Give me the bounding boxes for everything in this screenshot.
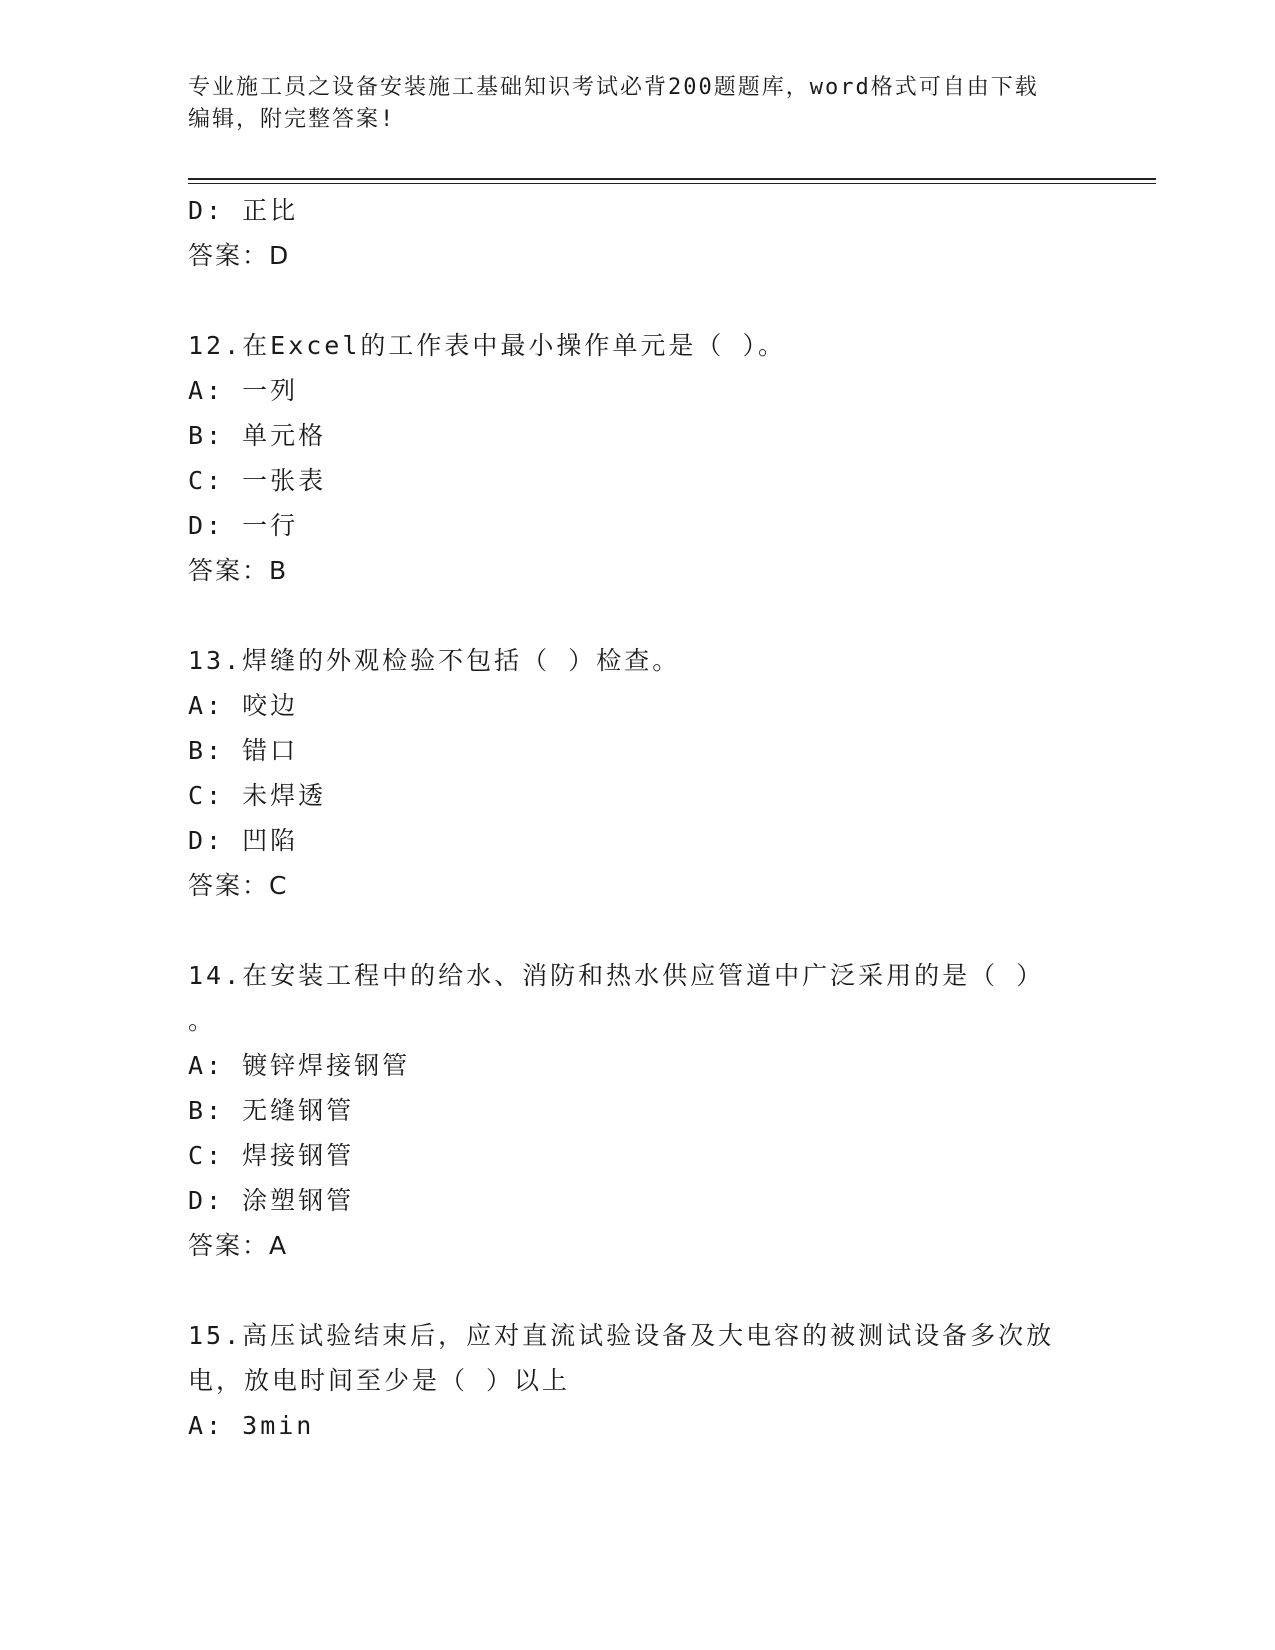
- option-a: A: 镀锌焊接钢管: [188, 1051, 411, 1080]
- option-b: B: 错口: [188, 736, 299, 765]
- header-line-2: 编辑，附完整答案!: [188, 107, 396, 132]
- header-rule-thin: [188, 183, 1156, 184]
- option-b: B: 无缝钢管: [188, 1096, 355, 1125]
- option-d: D: 涂塑钢管: [188, 1186, 355, 1215]
- question-text-line-2: 。: [188, 1006, 217, 1035]
- header-rule-thick: [188, 178, 1156, 180]
- question-text-line-2: 电，放电时间至少是（ ）以上: [188, 1366, 571, 1395]
- question-text-line-1: 15.高压试验结束后，应对直流试验设备及大电容的被测试设备多次放: [188, 1321, 1055, 1350]
- answer: 答案：A: [188, 1231, 289, 1260]
- question-14: [188, 953, 1088, 1268]
- option-b: B: 单元格: [188, 421, 327, 450]
- spacer: [188, 278, 1088, 323]
- question-13: [188, 638, 1088, 908]
- prev-answer: 答案：D: [188, 241, 291, 270]
- option-a: A: 一列: [188, 376, 299, 405]
- question-text: 13.焊缝的外观检验不包括（ ）检查。: [188, 646, 681, 675]
- answer: 答案：C: [188, 871, 289, 900]
- option-d: D: 一行: [188, 511, 299, 540]
- spacer: [188, 593, 1088, 638]
- question-list: [188, 188, 1088, 1448]
- option-d: D: 凹陷: [188, 826, 299, 855]
- answer: 答案：B: [188, 556, 289, 585]
- question-text: 12.在Excel的工作表中最小操作单元是（ ）。: [188, 331, 786, 360]
- spacer: [188, 908, 1088, 953]
- document-header: [188, 72, 1068, 136]
- question-12: [188, 323, 1088, 593]
- spacer: [188, 1268, 1088, 1313]
- option-c: C: 焊接钢管: [188, 1141, 355, 1170]
- question-text-line-1: 14.在安装工程中的给水、消防和热水供应管道中广泛采用的是（ ）: [188, 961, 1045, 990]
- header-line-1: 专业施工员之设备安装施工基础知识考试必背200题题库，word格式可自由下载: [188, 75, 1039, 100]
- option-a: A: 3min: [188, 1411, 315, 1440]
- option-a: A: 咬边: [188, 691, 299, 720]
- prev-option-d: D: 正比: [188, 196, 299, 225]
- question-15: [188, 1313, 1088, 1448]
- option-c: C: 未焊透: [188, 781, 327, 810]
- option-c: C: 一张表: [188, 466, 327, 495]
